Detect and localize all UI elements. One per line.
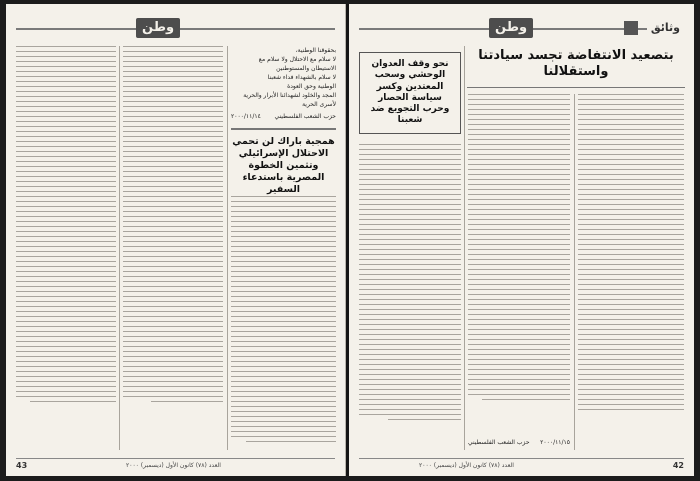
main-article-header: [467, 48, 685, 88]
page-header: [359, 18, 684, 38]
magazine-logo: وطن: [489, 18, 533, 38]
left-page-column-1: [231, 46, 336, 450]
page-header: [16, 18, 335, 38]
second-article-footer: [468, 439, 570, 446]
page-number: 42: [672, 461, 684, 470]
second-article-headline: نحو وقف العدوان الوحشي وسحب المعتدين وكسر سياسة الحصار وحرب التجويع ضد شعبنا: [370, 59, 450, 126]
main-article-column-2: [468, 94, 570, 450]
left-page-column-3: [16, 46, 116, 450]
second-article-column: [359, 46, 461, 450]
article-signature: حزب الشعب الفلسطيني: [468, 439, 530, 446]
issue-line: العدد (٧٨) كانون الأول (ديسمبر) ٢٠٠٠: [419, 462, 514, 469]
second-article-headline-box: [359, 52, 461, 134]
magazine-logo: وطن: [136, 18, 180, 38]
body-text: [123, 46, 223, 406]
article-signature: حزب الشعب الفلسطيني: [274, 113, 336, 120]
right-page: [349, 4, 694, 476]
body-text: [468, 94, 570, 404]
article-headline: همجية باراك لن تحمي الاحتلال الإسرائيلي وتثمين الخطوة المصرية باستدعاء السفير: [232, 136, 335, 195]
main-article-column-1: [578, 94, 684, 450]
body-text: [359, 144, 461, 424]
article-tail: بحقوقنا الوطنية، لا سلام مع الاحتلال ولا سلام مع الاستيطان والمستوطنين لا سلام بالشهداء فداء شعبنا الوطنية وحق العودة المجد والخلود لشهدائنا الأبرار والحرية لأسرى الحرية: [243, 47, 336, 108]
page-number: 43: [16, 461, 28, 470]
page-footer: [359, 458, 684, 470]
body-text: [578, 94, 684, 414]
section-icon: [624, 21, 638, 35]
main-article-headline: بتصعيد الانتفاضة تجسد سيادتنا واستقلالنا: [478, 48, 674, 80]
left-page-column-2: [123, 46, 223, 450]
section-label: وثائق: [647, 18, 684, 38]
body-text: [231, 196, 336, 446]
issue-line: العدد (٧٨) كانون الأول (ديسمبر) ٢٠٠٠: [126, 462, 221, 469]
article-date: ٢٠٠٠/١١/١٤: [231, 113, 261, 120]
body-text: [16, 46, 116, 406]
page-footer: [16, 458, 335, 470]
left-page: [6, 4, 346, 476]
article-date: ٢٠٠٠/١١/١٥: [540, 439, 570, 446]
